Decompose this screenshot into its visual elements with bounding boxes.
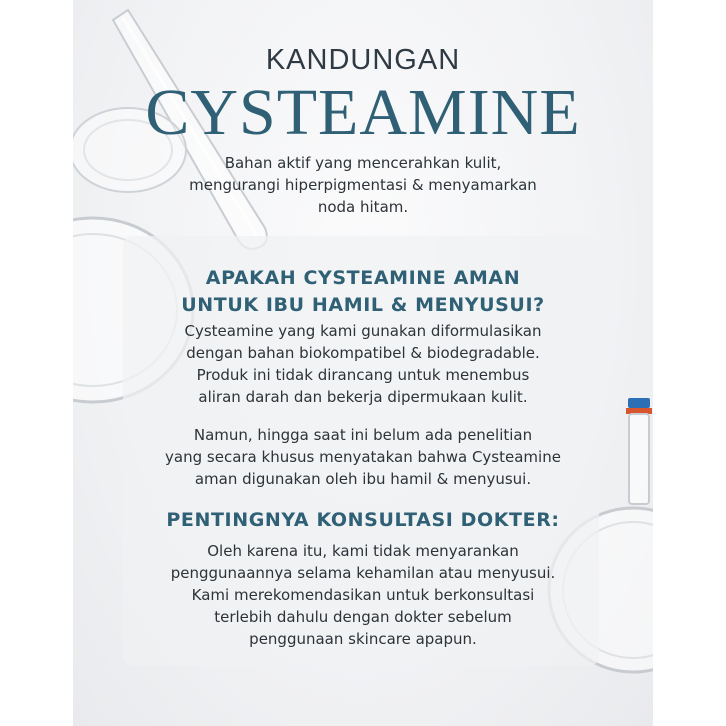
paragraph-consultation (133, 540, 593, 650)
paragraph-line: Kami merekomendasikan untuk berkonsultasi (191, 586, 535, 604)
heading-line: APAKAH CYSTEAMINE AMAN (205, 267, 521, 289)
subtitle (113, 152, 613, 218)
paragraph-line: Cysteamine yang kami gunakan diformulasikan (184, 322, 542, 340)
paragraph-research (133, 424, 593, 490)
subtitle-line: noda hitam. (317, 198, 409, 216)
section-heading-safety (73, 265, 653, 319)
paragraph-line: yang secara khusus menyatakan bahwa Cysteamine (165, 448, 561, 466)
heading-line: UNTUK IBU HAMIL & MENYUSUI? (181, 294, 545, 316)
paragraph-line: aliran darah dan bekerja dipermukaan kulit. (198, 388, 528, 406)
subtitle-line: Bahan aktif yang mencerahkan kulit, (224, 154, 502, 172)
page-kicker: KANDUNGAN (265, 44, 461, 76)
poster (73, 0, 653, 726)
paragraph-line: dengan bahan biokompatibel & biodegradable. (186, 344, 540, 362)
paragraph-line: penggunaannya selama kehamilan atau menyusui. (170, 564, 556, 582)
paragraph-line: aman digunakan oleh ibu hamil & menyusui. (194, 470, 532, 488)
paragraph-line: Oleh karena itu, kami tidak menyarankan (207, 542, 519, 560)
subtitle-line: mengurangi hiperpigmentasi & menyamarkan (189, 176, 537, 194)
vial-icon (626, 398, 653, 504)
paragraph-line: terlebih dahulu dengan dokter sebelum (214, 608, 512, 626)
section-heading-consultation: PENTINGNYA KONSULTASI DOKTER: (166, 509, 560, 531)
paragraph-line: penggunaan skincare apapun. (249, 630, 477, 648)
paragraph-line: Produk ini tidak dirancang untuk menembus (196, 366, 530, 384)
page-title: CYSTEAMINE (145, 76, 581, 149)
paragraph-line: Namun, hingga saat ini belum ada penelitian (193, 426, 533, 444)
paragraph-formulation (133, 320, 593, 408)
